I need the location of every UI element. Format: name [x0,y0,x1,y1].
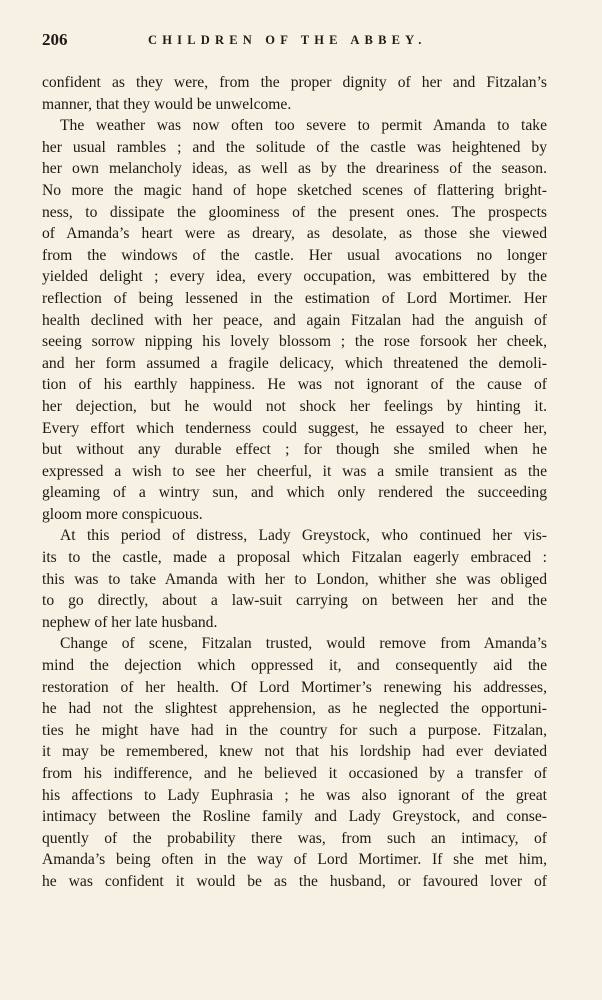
text-line: health declined with her peace, and again Fitzalan had the anguish of [42,311,547,329]
text-line: The weather was now often too severe to permit Amanda to take [60,117,547,135]
text-line: seeing sorrow nipping his lovely blossom ; the rose forsook her cheek, [42,333,547,351]
text-line: but without any durable effect ; for though she smiled when he [42,441,547,459]
bottom-margin [0,910,602,1000]
page-number: 206 [42,30,68,49]
text-line: reflection of being lessened in the estimation of Lord Mortimer. Her [42,289,547,307]
body-text [42,72,547,893]
text-line: Every effort which tenderness could suggest, he essayed to cheer her, [42,419,547,437]
text-line: gleaming of a wintry sun, and which only rendered the succeeding [42,484,547,502]
text-line: from the windows of the castle. Her usual avocations no longer [42,246,547,264]
text-line: confident as they were, from the proper dignity of her and Fitzalan’s [42,74,547,91]
text-line: tion of his earthly happiness. He was not ignorant of the cause of [42,376,547,394]
page-header [40,30,562,52]
text-line: expressed a wish to see her cheerful, it was a smile transient as the [42,462,547,480]
text-line: quently of the probability there was, from such an intimacy, of [42,829,547,847]
text-line: Change of scene, Fitzalan trusted, would remove from Amanda’s [60,635,547,653]
text-line: its to the castle, made a proposal which Fitzalan eagerly embraced : [42,549,547,567]
text-line: gloom more conspicuous. [42,505,203,523]
text-line: manner, that they would be unwelcome. [42,95,292,113]
text-line: from his indifference, and he believed it occasioned by a transfer of [42,765,547,782]
text-line: nephew of her late husband. [42,613,218,631]
running-head: CHILDREN OF THE ABBEY. [148,33,427,47]
text-line: ness, to dissipate the gloominess of the present ones. The prospects [42,203,547,221]
text-line: to go directly, about a law-suit carrying on between her and the [42,592,547,610]
text-line: restoration of her health. Of Lord Mortimer’s renewing his addresses, [42,678,547,696]
text-line: Amanda’s being often in the way of Lord Mortimer. If she met him, [42,851,547,869]
text-line: intimacy between the Rosline family and Lady Greystock, and conse- [42,808,547,826]
text-line: he had not the slightest apprehension, as he neglected the opportuni- [42,700,547,718]
text-line: it may be remembered, knew not that his lordship had ever deviated [42,743,547,761]
text-line: his affections to Lady Euphrasia ; he was also ignorant of the great [42,786,547,804]
text-line: At this period of distress, Lady Greystock, who continued her vis- [60,527,547,545]
text-line: yielded delight ; every idea, every occupation, was embittered by the [42,268,547,286]
text-line: this was to take Amanda with her to London, whither she was obliged [42,570,547,588]
text-line: he was confident it would be as the husband, or favoured lover of [42,872,547,890]
text-line: ties he might have had in the country for such a purpose. Fitzalan, [42,721,547,739]
text-line: her dejection, but he would not shock her feelings by hinting it. [42,397,547,415]
text-line: and her form assumed a fragile delicacy, which threatened the demoli- [42,354,547,372]
text-line: mind the dejection which oppressed it, and consequently aid the [42,657,547,675]
text-line: No more the magic hand of hope sketched scenes of flattering bright- [42,181,547,199]
text-line: of Amanda’s heart were as dreary, as desolate, as those she viewed [42,225,547,243]
text-line: her usual rambles ; and the solitude of the castle was heightened by [42,138,547,156]
text-line: her own melancholy ideas, as well as by the dreariness of the season. [42,160,547,178]
